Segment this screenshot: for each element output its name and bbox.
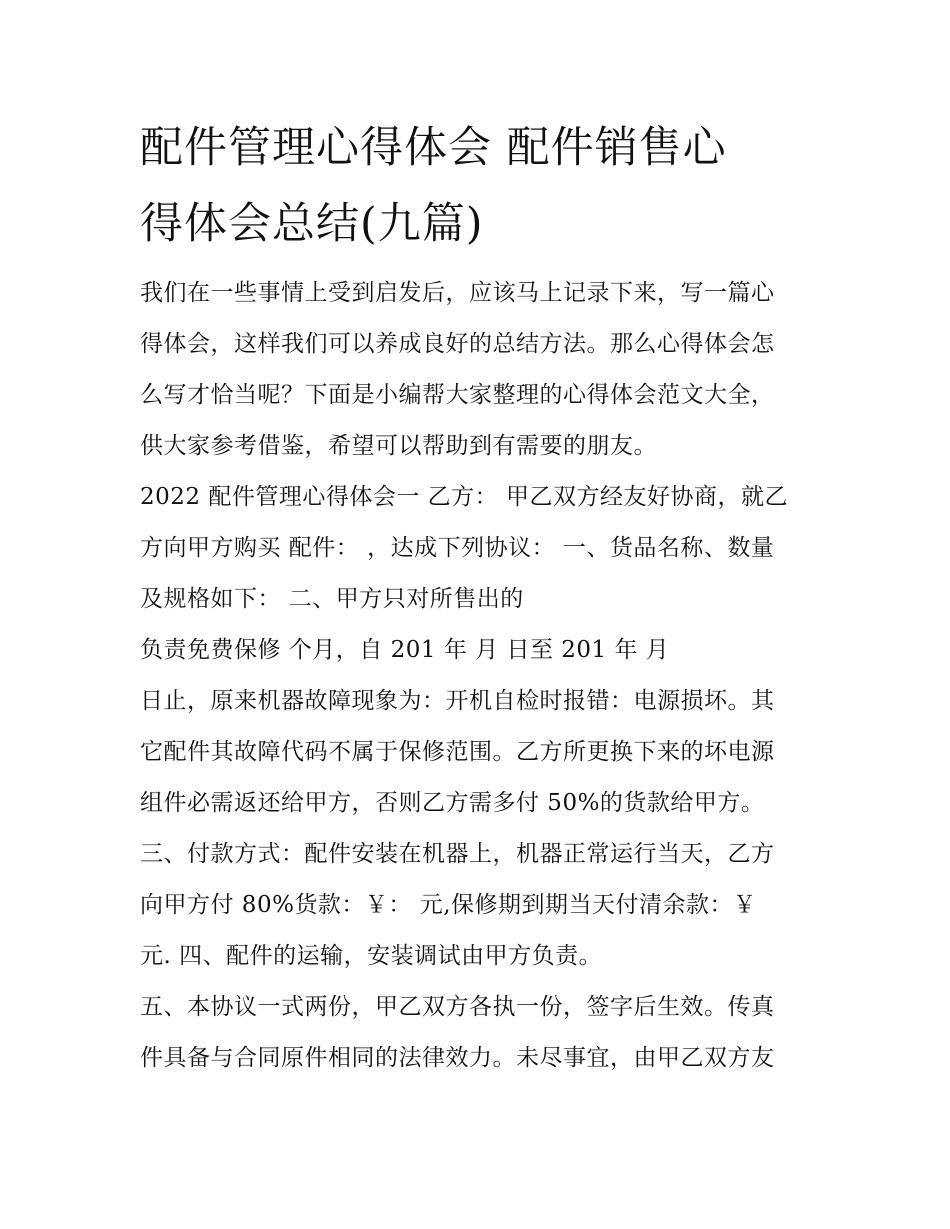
- body-line: 供大家参考借鉴，希望可以帮助到有需要的朋友。: [140, 433, 657, 459]
- body-line: 方向甲方购买 配件： ，达成下列协议： 一、货品名称、数量: [140, 535, 775, 561]
- body-line: 么写才恰当呢？下面是小编帮大家整理的心得体会范文大全，: [140, 382, 775, 408]
- body-line: 五、本协议一式两份，甲乙双方各执一份，签字后生效。传真: [140, 994, 775, 1020]
- body-line: 我们在一些事情上受到启发后，应该马上记录下来，写一篇心: [140, 280, 775, 306]
- body-line: 日止，原来机器故障现象为：开机自检时报错：电源损坏。其: [140, 688, 775, 714]
- body-line: 及规格如下： 二、甲方只对所售出的: [140, 586, 524, 612]
- title-line-1: 配件管理心得体会 配件销售心: [140, 123, 727, 173]
- body-line: 得体会，这样我们可以养成良好的总结方法。那么心得体会怎: [140, 331, 775, 357]
- body-line: 2022 配件管理心得体会一 乙方： 甲乙双方经友好协商，就乙: [140, 484, 788, 510]
- document-page: [140, 110, 810, 1084]
- body-line: 三、付款方式：配件安装在机器上，机器正常运行当天，乙方: [140, 841, 775, 867]
- title-line-2: 得体会总结(九篇): [140, 199, 484, 249]
- document-title: [140, 110, 810, 262]
- body-line: 向甲方付 80%货款：￥： 元,保修期到期当天付清余款：￥: [140, 892, 757, 918]
- body-line: 件具备与合同原件相同的法律效力。未尽事宜，由甲乙双方友: [140, 1045, 775, 1071]
- body-line: 负责免费保修 个月，自 201 年 月 日至 201 年 月: [140, 637, 670, 663]
- body-line: 元. 四、配件的运输，安装调试由甲方负责。: [140, 943, 603, 969]
- document-body: [140, 268, 810, 1084]
- body-line: 它配件其故障代码不属于保修范围。乙方所更换下来的坏电源: [140, 739, 775, 765]
- body-line: 组件必需返还给甲方，否则乙方需多付 50%的货款给甲方。: [140, 790, 765, 816]
